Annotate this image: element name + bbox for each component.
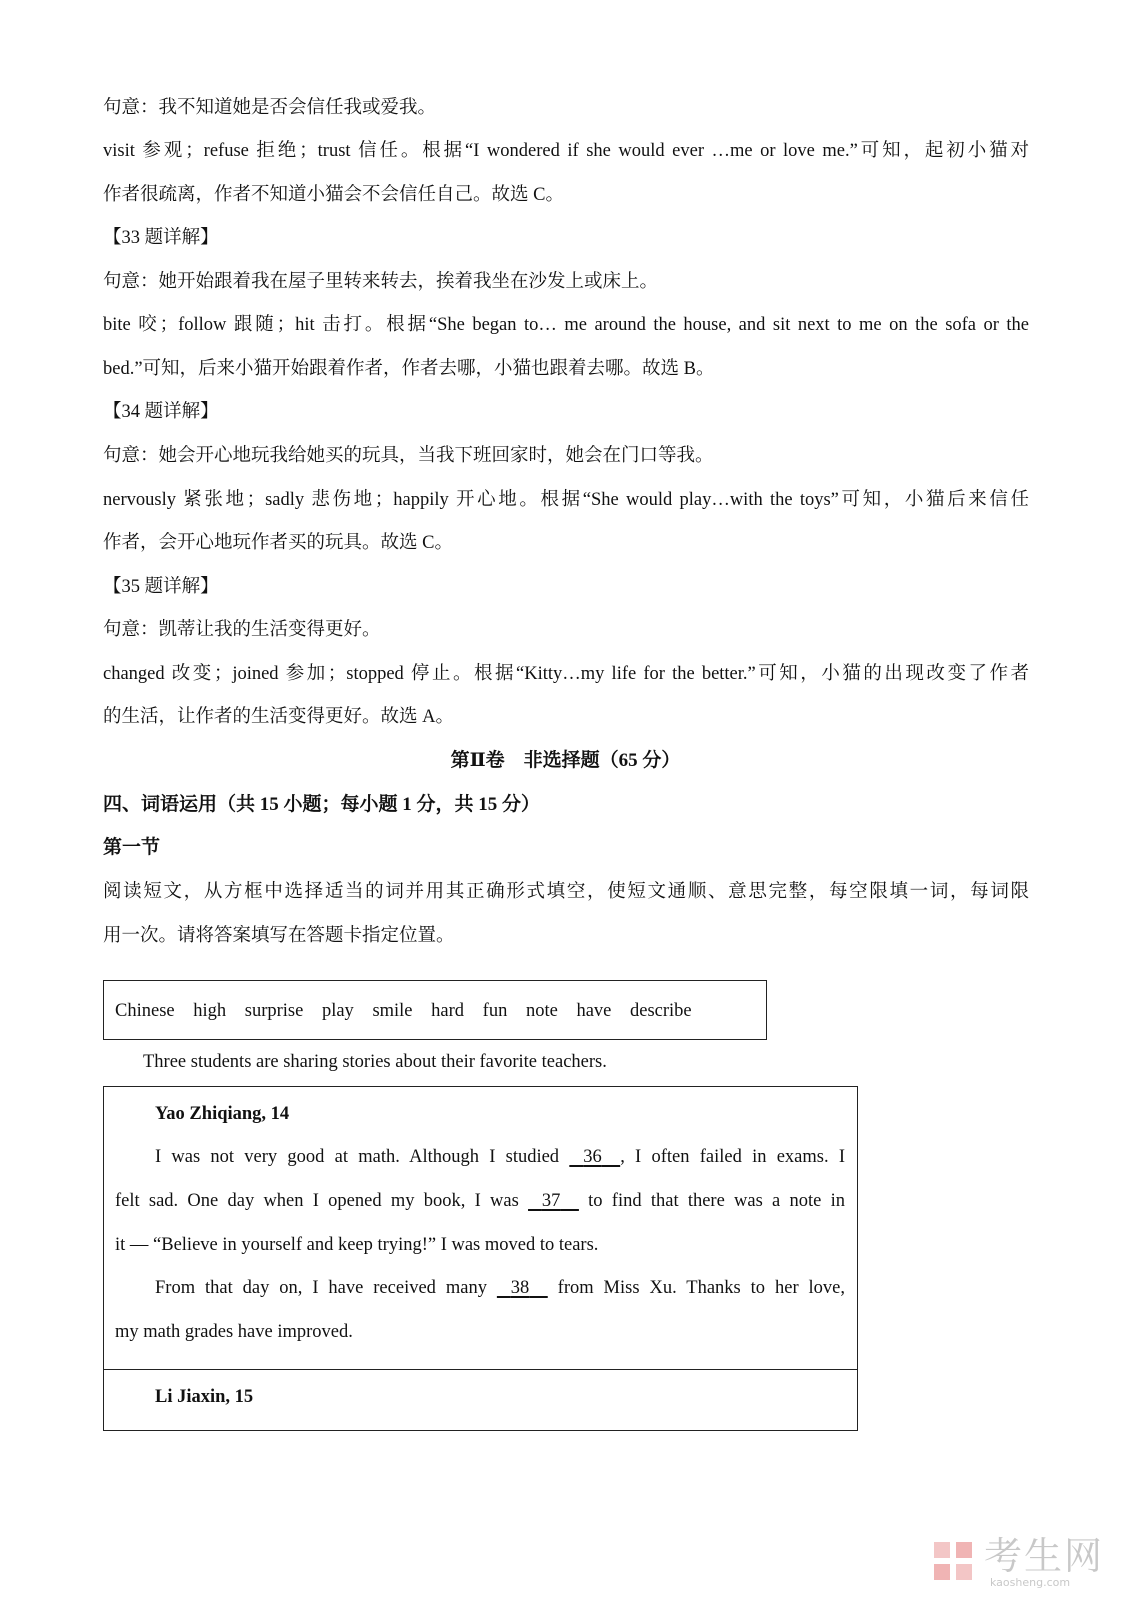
q34-meaning: 句意：她会开心地玩我给她买的玩具，当我下班回家时，她会在门口等我。 xyxy=(103,446,714,466)
word-bank-item: describe xyxy=(630,1001,692,1021)
q33-analysis-line1: bite 咬；follow 跟随；hit 击打。根据“She began to… me around the house, and sit next to me on the sofa or the xyxy=(103,315,1029,335)
word-bank-item: smile xyxy=(372,1001,413,1021)
story1-text: from Miss Xu. Thanks to her love, xyxy=(557,1278,845,1298)
story1-text: felt sad. One day when I opened my book, I was xyxy=(115,1191,519,1211)
story-divider xyxy=(104,1369,857,1370)
kaosheng-logo-icon xyxy=(930,1536,978,1586)
passage-intro: Three students are sharing stories about their favorite teachers. xyxy=(143,1052,607,1072)
story1-line3: it — “Believe in yourself and keep trying!” I was moved to tears. xyxy=(115,1235,599,1255)
story1-text: I was not very good at math. Although I studied xyxy=(155,1147,560,1167)
q35-meaning: 句意：凯蒂让我的生活变得更好。 xyxy=(103,620,381,640)
word-bank-list xyxy=(115,999,706,1023)
word-bank-box xyxy=(103,980,767,1040)
word-bank-item: have xyxy=(576,1001,612,1021)
site-watermark xyxy=(930,1536,1120,1592)
story1-text: , I often failed in exams. I xyxy=(620,1147,845,1167)
story1-line4 xyxy=(155,1276,845,1300)
blank-36[interactable]: 36 xyxy=(583,1147,602,1167)
q34-title: 【34 题详解】 xyxy=(103,402,219,422)
story1-author: Yao Zhiqiang, 14 xyxy=(155,1104,290,1124)
blank-37[interactable]: 37 xyxy=(541,1191,561,1211)
story1-line2 xyxy=(115,1189,845,1213)
q32-analysis-line1: visit 参观；refuse 拒绝；trust 信任。根据“I wondered if she would ever …me or love me.”可知，起初小猫对 xyxy=(103,141,1029,161)
word-bank-item: surprise xyxy=(244,1001,304,1021)
q34-analysis-line1: nervously 紧张地；sadly 悲伤地；happily 开心地。根据“She would play…with the toys”可知，小猫后来信任 xyxy=(103,490,1029,510)
q32-analysis-line2: 作者很疏离，作者不知道小猫会不会信任自己。故选 C。 xyxy=(103,185,564,205)
instruction-line1: 阅读短文，从方框中选择适当的词并用其正确形式填空，使短文通顺、意思完整，每空限填一词，每词限 xyxy=(103,882,1029,902)
instruction-line2: 用一次。请将答案填写在答题卡指定位置。 xyxy=(103,926,455,946)
part2-title: 第Ⅱ卷 非选择题（65 分） xyxy=(450,750,681,771)
q33-title: 【33 题详解】 xyxy=(103,228,219,248)
blank-38[interactable]: 38 xyxy=(510,1278,530,1298)
q33-analysis-line2: bed.”可知，后来小猫开始跟着作者，作者去哪，小猫也跟着去哪。故选 B。 xyxy=(103,359,715,379)
story2-author: Li Jiaxin, 15 xyxy=(155,1387,254,1407)
story1-line1 xyxy=(155,1145,845,1169)
word-bank-item: fun xyxy=(482,1001,508,1021)
story1-text: From that day on, I have received many xyxy=(155,1278,487,1298)
subsection-title: 第一节 xyxy=(103,837,161,858)
story-box xyxy=(103,1086,858,1431)
watermark-domain: kaosheng.com xyxy=(990,1576,1071,1589)
story1-line5: my math grades have improved. xyxy=(115,1322,353,1342)
word-bank-item: note xyxy=(525,1001,558,1021)
q35-analysis-line2: 的生活，让作者的生活变得更好。故选 A。 xyxy=(103,707,454,727)
word-bank-item: Chinese xyxy=(115,1001,175,1021)
story1-text: to find that there was a note in xyxy=(588,1191,845,1211)
q35-title: 【35 题详解】 xyxy=(103,577,219,597)
section-title: 四、词语运用（共 15 小题；每小题 1 分，共 15 分） xyxy=(103,794,541,815)
q34-analysis-line2: 作者，会开心地玩作者买的玩具。故选 C。 xyxy=(103,533,453,553)
word-bank-item: high xyxy=(193,1001,227,1021)
q35-analysis-line1: changed 改变；joined 参加；stopped 停止。根据“Kitty…my life for the better.”可知，小猫的出现改变了作者 xyxy=(103,664,1029,684)
word-bank-item: play xyxy=(321,1001,354,1021)
q32-meaning: 句意：我不知道她是否会信任我或爱我。 xyxy=(103,98,437,118)
word-bank-item: hard xyxy=(431,1001,465,1021)
q33-meaning: 句意：她开始跟着我在屋子里转来转去，挨着我坐在沙发上或床上。 xyxy=(103,272,659,292)
watermark-text: 考生网 xyxy=(984,1534,1105,1578)
